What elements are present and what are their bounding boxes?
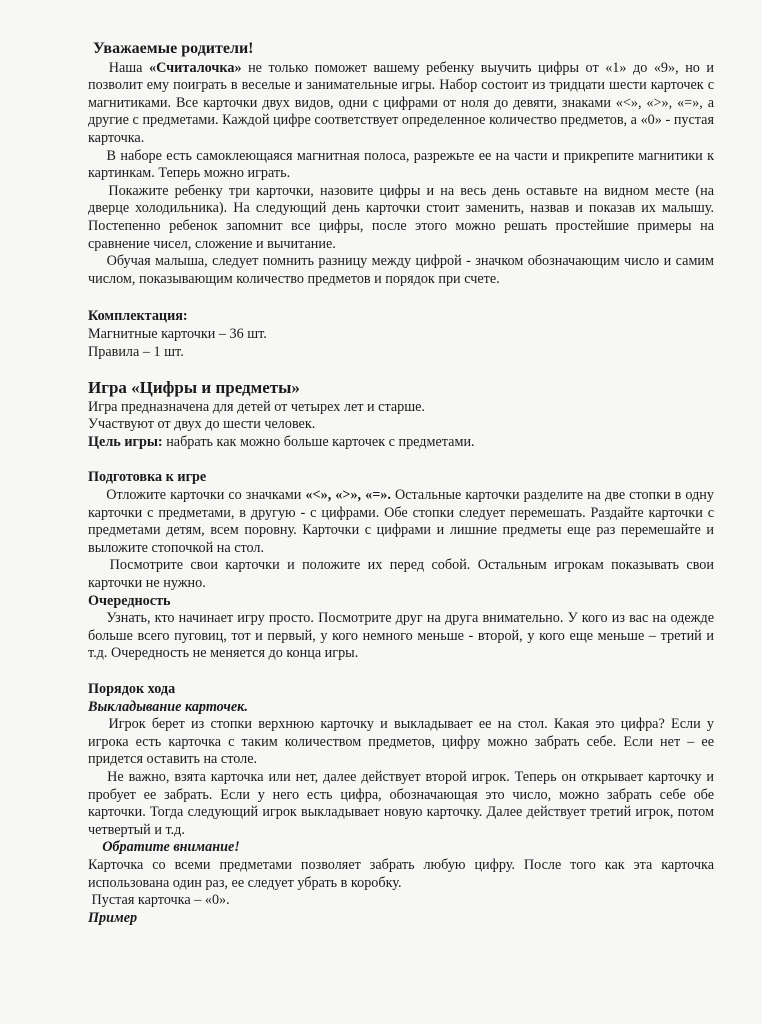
game-goal-line	[88, 434, 714, 452]
empty-card-line	[88, 892, 714, 910]
intro-p3-text: Покажите ребенку три карточки, назовите цифры и на весь день оставьте на видном месте (на дверце холодильника). На следующий день карточки стоит заменить, назвав и показав их малышу. Постепенно ребенок запомнит все цифры, после этого можно решать простейшие примеры на сравнение чисел, сложение и вычитание.	[88, 182, 715, 252]
prep-p1-rest: Остальные карточки разделите на две стопки в одну карточки с предметами, в другую - с цифрами. Обе стопки следует перемешать. Раздайте карточки с предметами детям, всем поровну. Карточки с цифрами и лишние предметы еще раз перемешайте и выложите стопочкой на стол.	[88, 487, 714, 556]
kit-heading: Комплектация:	[88, 308, 188, 325]
note-text: Обратите внимание!	[102, 839, 240, 856]
intro-paragraph-3	[88, 183, 714, 253]
goal-text: набрать как можно больше карточек с предметами.	[162, 433, 475, 450]
page-title: Уважаемые родители!	[93, 40, 254, 57]
prep-signs: «<», «>», «=».	[305, 487, 391, 504]
intro-p1-rest: не только поможет вашему ребенку выучить цифры от «1» до «9», но и позволит ему поиграть в веселые и занимательные игры. Набор состоит из тридцати шести карточек с магнитиками. Все карточки двух видов, одни с цифрами от ноля до девяти, знаками «<», «>», «=», а другие с предметами. Каждой цифре соответствует определенное количество предметов, а «0» - пустая карточка.	[88, 59, 715, 146]
kit-line-rules: Правила – 1 шт.	[88, 343, 184, 360]
prep-p1-prefix: Отложите карточки со значками	[106, 487, 306, 504]
intro-p1-prefix: Наша	[108, 59, 150, 76]
rules-page	[88, 40, 714, 927]
turn-p3-text: Карточка со всеми предметами позволяет забрать любую цифру. После того как эта карточка использована один раз, ее следует убрать в коробку.	[88, 856, 714, 891]
order-heading: Очередность	[88, 592, 171, 609]
turn-p1-text: Игрок берет из стопки верхнюю карточку и выкладывает ее на стол. Какая это цифра? Если у игрока есть карточка с таким количеством предметов, цифру можно забрать себе. Если нет – ее придется оставить на столе.	[88, 716, 715, 768]
empty-card-text: Пустая карточка – «0».	[91, 892, 230, 909]
intro-p2-text: В наборе есть самоклеющаяся магнитная полоса, разрежьте ее на части и прикрепите магнитики к картинкам. Теперь можно играть.	[88, 147, 715, 182]
kit-line-cards: Магнитные карточки – 36 шт.	[88, 325, 267, 342]
intro-p4-text: Обучая малыша, следует помнить разницу между цифрой - значком обозначающим число и самим числом, показывающим количество предметов и порядок при счете.	[88, 253, 715, 287]
game-heading: Игра «Цифры и предметы»	[88, 378, 300, 398]
order-paragraph	[88, 610, 714, 663]
prep-heading: Подготовка к игре	[88, 469, 207, 486]
intro-paragraph-4	[88, 253, 714, 288]
note-heading	[88, 839, 714, 857]
order-p1-text: Узнать, кто начинает игру просто. Посмотрите друг на друга внимательно. У кого из вас на одежде больше всего пуговиц, тот и первый, у кого немного меньше - второй, у кого еще меньше – третий и т.д. Очередность не меняется до конца игры.	[88, 610, 714, 662]
game-age-line: Игра предназначена для детей от четырех лет и старше.	[88, 398, 425, 415]
prep-paragraph-2	[88, 557, 714, 592]
intro-paragraph-1	[88, 60, 714, 148]
turn-p2-text: Не важно, взята карточка или нет, далее действует второй игрок. Теперь он открывает карточку и пробует ее забрать. Если у него есть цифра, обозначающая это число, можно забрать себе обе карточки. Тогда следующий игрок выкладывает новую карточку. Далее действует третий игрок, потом четвертый и т.д.	[88, 768, 715, 838]
game-players-line: Участвуют от двух до шести человек.	[88, 416, 316, 433]
prep-p2-text: Посмотрите свои карточки и положите их перед собой. Остальным игрокам показывать свои карточки не нужно.	[88, 557, 714, 592]
intro-paragraph-2	[88, 148, 714, 183]
turn-paragraph-2	[88, 769, 714, 839]
prep-paragraph-1	[88, 487, 714, 557]
turn-paragraph-1	[88, 716, 714, 769]
example-heading: Пример	[88, 909, 138, 926]
goal-label: Цель игры:	[88, 433, 163, 450]
product-name: «Считалочка»	[149, 59, 242, 76]
turn-subheading: Выкладывание карточек.	[88, 698, 248, 715]
turn-heading: Порядок хода	[88, 681, 176, 697]
turn-paragraph-3	[88, 857, 714, 892]
